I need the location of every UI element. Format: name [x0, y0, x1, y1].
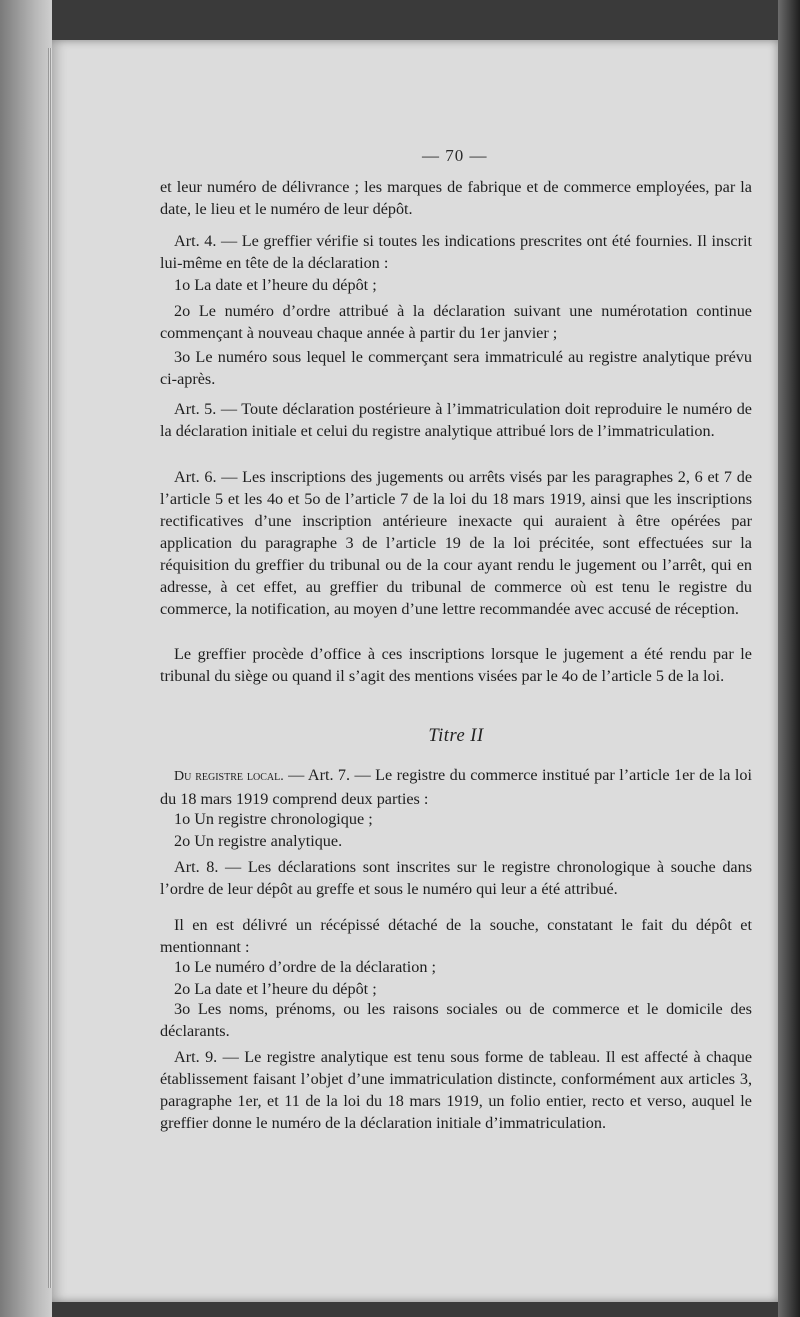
- article-4: Art. 4. — Le greffier vérifie si toutes les indications prescrites ont été fournies. Il inscrit lui-même en tête de la déclaration :: [160, 232, 752, 272]
- article-9: Art. 9. — Le registre analytique est tenu sous forme de tableau. Il est affecté à chaque établissement faisant l’objet d’une immatriculation distincte, conformément aux articles 3, paragraphe 1er, et 11 de la loi du 18 mars 1919, un folio entier, recto et verso, auquel le greffier donne le numéro de la déclaration initiale d’immatriculation.: [160, 1048, 752, 1132]
- article-8: Art. 8. — Les déclarations sont inscrites sur le registre chronologique à souche dans l’ordre de leur dépôt au greffe et sous le numéro qui leur a été attribué.: [160, 858, 752, 898]
- page-number: — 70 —: [422, 146, 488, 165]
- article-5: Art. 5. — Toute déclaration postérieure à l’immatriculation doit reproduire le numéro de la déclaration initiale et celui du registre analytique attribué lors de l’immatriculation.: [160, 400, 752, 440]
- article-7: [160, 764, 752, 810]
- section-heading: Du registre local.: [174, 769, 284, 784]
- article-6: Art. 6. — Les inscriptions des jugements ou arrêts visés par les paragraphes 2, 6 et 7 de l’article 5 et les 4o et 5o de l’article 7 de la loi du 18 mars 1919, ainsi que les inscriptions rectificatives d’une inscription antérieure inexacte qui auraient à être opérées par application du paragraphe 3 de l’article 19 de la loi précitée, sont effectuées sur la réquisition du greffier du tribunal ou de la cour ayant rendu le jugement ou l’arrêt, qui en adresse, à cet effet, au greffier du tribunal de commerce où est tenu le registre du commerce, la notification, au moyen d’une lettre recommandée avec accusé de réception.: [160, 468, 752, 618]
- article-6-paragraph-2: Le greffier procède d’office à ces inscriptions lorsque le jugement a été rendu par le tribunal du siège ou quand il s’agit des mentions visées par le 4o de l’article 5 de la loi.: [160, 645, 752, 685]
- scan-edge-right: [778, 0, 800, 1317]
- article-8-paragraph-2: Il en est délivré un récépissé détaché de la souche, constatant le fait du dépôt et mentionnant :: [160, 916, 752, 956]
- article-4-item-2: 2o Le numéro d’ordre attribué à la déclaration suivant une numérotation continue commençant à nouveau chaque année à partir du 1er janvier ;: [160, 302, 752, 342]
- article-4-item-3: 3o Le numéro sous lequel le commerçant sera immatriculé au registre analytique prévu ci-après.: [160, 348, 752, 388]
- article-7-item-2: 2o Un registre analytique.: [174, 832, 343, 850]
- article-8-item-1: 1o Le numéro d’ordre de la déclaration ;: [174, 958, 437, 976]
- article-7-item-1: 1o Un registre chronologique ;: [174, 810, 373, 828]
- scan-binding-left: [0, 0, 52, 1317]
- article-4-item-1: 1o La date et l’heure du dépôt ;: [174, 276, 377, 294]
- paragraph-continuation: et leur numéro de délivrance ; les marques de fabrique et de commerce employées, par la date, le lieu et le numéro de leur dépôt.: [160, 178, 752, 218]
- article-8-item-2: 2o La date et l’heure du dépôt ;: [174, 980, 377, 998]
- article-7-text: — Art. 7. — Le registre du commerce institué par l’article 1er de la loi du 18 mars 1919 comprend deux parties :: [160, 766, 753, 808]
- article-8-item-3: 3o Les noms, prénoms, ou les raisons sociales ou de commerce et le domicile des déclarants.: [160, 1000, 752, 1040]
- section-title: Titre II: [428, 726, 484, 746]
